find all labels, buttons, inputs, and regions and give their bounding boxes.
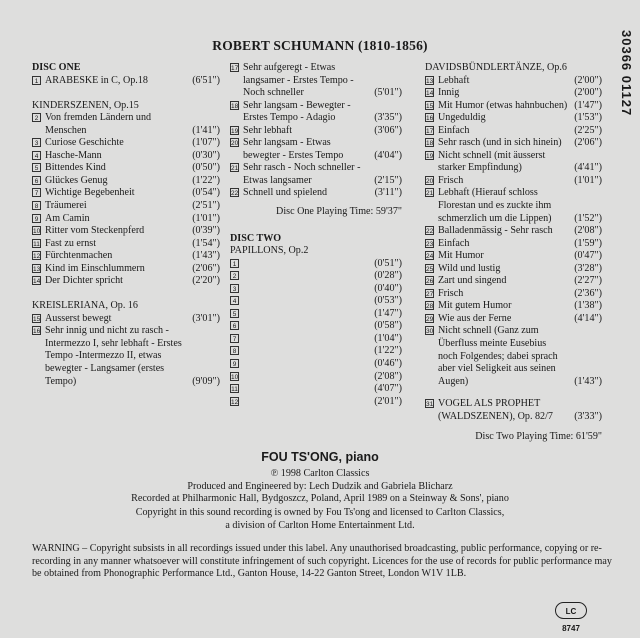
track-number: 9 [230, 359, 239, 368]
column-one [32, 62, 220, 388]
track-time: (1'52") [574, 212, 602, 224]
track-number: 14 [33, 278, 41, 286]
track-title: Zart und singend [438, 275, 507, 287]
track-row [32, 213, 220, 226]
track-time: (1'43") [192, 250, 220, 262]
kinderszenen-track-list [32, 112, 220, 288]
track-time: (3'06") [374, 124, 402, 136]
track-title: Der Dichter spricht [45, 275, 123, 287]
track-title: Sehr innig und nicht zu rasch - Intermezzo I, sehr lebhaft - Erstes Tempo -Intermezzo II, etwas bewegter - Langsamer (erstes Tempo) [45, 325, 182, 387]
disc-two-label: DISC TWO [230, 232, 282, 244]
track-title: Ungeduldig [438, 112, 486, 124]
track-time: (2'08") [574, 225, 602, 237]
credits [0, 468, 640, 506]
track-number: 20 [426, 177, 434, 185]
track-title: Glückes Genug [45, 174, 108, 186]
track-number: 13 [426, 77, 434, 85]
track-row [230, 295, 402, 308]
track-title: Ausserst bewegt [45, 312, 112, 324]
track-title: Von fremden Ländern und Menschen [45, 112, 152, 136]
track-row [425, 250, 602, 263]
track-number: 30 [426, 328, 434, 336]
track-title: Sehr rasch - Noch schneller - Etwas langsamer [243, 162, 361, 186]
track-time: (1'01") [192, 212, 220, 224]
track-time: (0'51") [374, 257, 402, 269]
track-number: 24 [426, 253, 434, 261]
track-time: (0'46") [374, 358, 402, 370]
track-number: 16 [33, 328, 41, 336]
track-number: 14 [426, 90, 434, 98]
credit-line: Recorded at Philharmonic Hall, Bydgoszcz, Poland, April 1989 on a Steinway & Sons', piano [131, 493, 509, 504]
track-row [230, 100, 402, 125]
track-row [32, 225, 220, 238]
track-row [230, 371, 402, 384]
track-row [425, 75, 602, 88]
track-title: Mit Humor [438, 250, 484, 262]
track-number: 28 [426, 303, 434, 311]
track-title: Wichtige Begebenheit [45, 187, 135, 199]
track-number: 2 [32, 113, 41, 122]
track-number: 22 [426, 228, 434, 236]
track-row [32, 200, 220, 213]
track-number: 10 [33, 228, 41, 236]
track-number: 15 [426, 102, 434, 110]
papillons-track-list [230, 258, 402, 409]
track-number: 18 [231, 102, 239, 110]
track-row [425, 238, 602, 251]
track-title: Wie aus der Ferne [438, 312, 512, 324]
track-number: 17 [231, 65, 239, 72]
track-title: Ritter vom Steckenpferd [45, 225, 145, 237]
track-number: 13 [33, 265, 41, 273]
track-number: 2 [230, 271, 239, 280]
track-row [425, 175, 602, 188]
catalog-number: 30366 01127 [619, 30, 634, 117]
track-number: 27 [426, 290, 434, 298]
track-number: 12 [231, 398, 239, 406]
davidsbuendler-track-list [425, 75, 602, 389]
track-row [425, 100, 602, 113]
track-number: 1 [32, 76, 41, 85]
track-time: (2'15") [374, 174, 402, 186]
track-time: (4'41") [574, 162, 602, 174]
track-row [425, 288, 602, 301]
track-row [230, 396, 402, 409]
track-title: Frisch [438, 174, 464, 186]
track-title: ARABESKE in C, Op.18 [45, 74, 148, 86]
track-title: Mit Humor (etwas hahnbuchen) [438, 99, 568, 111]
track-title: Balladenmässig - Sehr rasch [438, 225, 553, 237]
track-row [32, 187, 220, 200]
track-number: 5 [230, 309, 239, 318]
track-row [230, 137, 402, 162]
performer: FOU TS'ONG, piano [261, 450, 379, 464]
track-number: 31 [426, 401, 434, 409]
track-row [425, 87, 602, 100]
copyright-line: Copyright in this sound recording is owned by Fou Ts'ong and licensed to Carlton Classics, [135, 507, 505, 518]
track-number: 19 [426, 152, 434, 160]
track-number: 19 [231, 127, 239, 135]
papillons-heading: PAPILLONS, Op.2 [230, 245, 309, 257]
track-time: (3'01") [192, 312, 220, 324]
track-title: Wild und lustig [438, 262, 501, 274]
track-title: Mit gutem Humor [438, 300, 512, 312]
track-number: 15 [33, 315, 41, 323]
track-row [32, 75, 220, 88]
track-time: (2'08") [374, 370, 402, 382]
track-time: (6'51") [192, 74, 220, 86]
track-time: (2'06") [192, 262, 220, 274]
track-time: (0'58") [374, 320, 402, 332]
track-number: 8 [230, 346, 239, 355]
track-row [230, 333, 402, 346]
track-time: (3'28") [574, 262, 602, 274]
track-title: Bittendes Kind [45, 162, 106, 174]
disc-one-playing-time: Disc One Playing Time: 59'37" [276, 206, 402, 218]
track-number: 9 [32, 214, 41, 223]
track-number: 25 [426, 265, 434, 273]
track-row [32, 150, 220, 163]
track-time: (2'25") [574, 124, 602, 136]
kinderszenen-heading: KINDERSZENEN, Op.15 [32, 99, 139, 111]
track-row [230, 162, 402, 187]
warning-notice: WARNING – Copyright subsists in all recordings issued under this label. Any unauthorised broadcasting, public performance, copying or re-recording in any manner whatsoever will constitute infringement of such copyright. Licences for the use of records for public performance may be obtained from Phonographic Performance Ltd., Ganton House, 14-22 Ganton Street, London W1V 1LB. [32, 543, 612, 579]
track-time: (1'47") [574, 99, 602, 111]
track-time: (1'04") [374, 332, 402, 344]
kreisleriana-track-list [32, 313, 220, 388]
track-row [425, 313, 602, 326]
track-title: Frisch [438, 287, 464, 299]
track-number: 21 [231, 165, 239, 173]
track-row [32, 263, 220, 276]
track-time: (3'35") [374, 112, 402, 124]
track-row [425, 187, 602, 225]
track-number: 3 [32, 138, 41, 147]
track-number: 4 [32, 151, 41, 160]
track-time: (0'30") [192, 149, 220, 161]
track-title: Sehr lebhaft [243, 124, 293, 136]
track-time: (1'22") [192, 174, 220, 186]
track-time: (0'54") [192, 187, 220, 199]
track-time: (2'00") [574, 74, 602, 86]
track-time: (0'39") [192, 225, 220, 237]
track-row [32, 238, 220, 251]
track-number: 26 [426, 278, 434, 286]
track-row [425, 150, 602, 175]
track-row [230, 270, 402, 283]
track-number: 5 [32, 163, 41, 172]
track-time: (2'51") [192, 199, 220, 211]
disc-two-playing-time: Disc Two Playing Time: 61'59" [475, 431, 602, 443]
track-number: 17 [426, 127, 434, 135]
copyright-notice [0, 507, 640, 532]
track-row [32, 275, 220, 288]
track-title: Lebhaft [438, 74, 470, 86]
track-title: Sehr langsam - Bewegter - Erstes Tempo - Adagio [243, 99, 351, 124]
lc-label-code-logo: LC 8747 [555, 602, 587, 619]
track-row [32, 137, 220, 150]
track-time: (2'01") [374, 395, 402, 407]
track-row [32, 112, 220, 137]
track-title: Nicht schnell (Ganz zum Überfluss meinte Eusebius noch Folgendes; dabei sprach aber viel Seligkeit aus seinen Augen) [438, 325, 558, 387]
track-title: Fast zu ernst [45, 237, 97, 249]
track-number: 22 [231, 190, 239, 198]
track-time: (2'27") [574, 275, 602, 287]
davidsbuendler-heading: DAVIDSBÜNDLERTÄNZE, Op.6 [425, 62, 567, 73]
track-time: (2'36") [574, 287, 602, 299]
track-title: Lebhaft (Hierauf schloss Florestan und es zuckte ihm schmerzlich um die Lippen) [438, 187, 552, 224]
track-number: 12 [33, 253, 41, 261]
track-time: (1'38") [574, 300, 602, 312]
track-number: 29 [426, 315, 434, 323]
track-row [425, 125, 602, 138]
track-number: 11 [231, 386, 238, 394]
track-number: 16 [426, 115, 434, 123]
track-title: Sehr rasch (und in sich hinein) [438, 137, 562, 149]
track-row [230, 320, 402, 333]
track-time: (5'01") [374, 87, 402, 99]
column-three [425, 62, 602, 444]
track-row [425, 300, 602, 313]
track-title: Kind im Einschlummern [45, 262, 145, 274]
track-number: 18 [426, 140, 434, 148]
track-row [32, 250, 220, 263]
track-number: 4 [230, 296, 239, 305]
track-row [32, 313, 220, 326]
track-title: Einfach [438, 237, 470, 249]
track-time: (1'22") [374, 345, 402, 357]
track-row [32, 325, 220, 388]
credit-line: Produced and Engineered by: Lech Dudzik and Gabriela Blicharz [187, 480, 453, 492]
track-row [230, 345, 402, 358]
track-number: 23 [426, 240, 434, 248]
disc-one-label: DISC ONE [32, 62, 81, 73]
track-row [425, 137, 602, 150]
track-title: Schnell und spielend [243, 187, 328, 199]
track-time: (1'43") [574, 375, 602, 387]
track-time: (0'28") [374, 270, 402, 282]
track-time: (1'47") [374, 307, 402, 319]
track-title: Einfach [438, 124, 470, 136]
track-time: (4'14") [574, 312, 602, 324]
track-row [425, 325, 602, 388]
track-row [230, 308, 402, 321]
track-number: 7 [230, 334, 239, 343]
track-time: (1'07") [192, 137, 220, 149]
track-row [32, 175, 220, 188]
kreisleriana-track-list-continued [230, 62, 402, 200]
track-number: 11 [33, 240, 40, 248]
track-time: (0'47") [574, 250, 602, 262]
track-time: (1'54") [192, 237, 220, 249]
track-row [230, 258, 402, 271]
track-time: (2'06") [574, 137, 602, 149]
track-title: Am Camin [45, 212, 90, 224]
track-number: 20 [231, 140, 239, 148]
track-time: (1'59") [574, 237, 602, 249]
track-row [230, 187, 402, 200]
track-time: (1'01") [574, 174, 602, 186]
kreisleriana-heading: KREISLERIANA, Op. 16 [32, 300, 138, 312]
track-row [32, 162, 220, 175]
track-time: (4'07") [374, 383, 402, 395]
track-number: 6 [230, 321, 239, 330]
track-number: 8 [32, 201, 41, 210]
track-title: Träumerei [45, 199, 87, 211]
track-title: Fürchtenmachen [45, 250, 113, 262]
track-row [425, 263, 602, 276]
track-time: (2'20") [192, 275, 220, 287]
credit-line: ℗ 1998 Carlton Classics [270, 468, 370, 479]
track-number: 7 [32, 188, 41, 197]
track-row [230, 383, 402, 396]
track-title: Innig [438, 87, 460, 99]
track-time: (9'09") [192, 375, 220, 387]
track-title: Hasche-Mann [45, 149, 102, 161]
track-row [425, 275, 602, 288]
track-number: 6 [32, 176, 41, 185]
track-time: (3'11") [374, 187, 402, 199]
track-number: 1 [230, 259, 239, 268]
track-row [230, 62, 402, 100]
copyright-line: a division of Carlton Home Entertainment Ltd. [225, 519, 415, 531]
track-title: VOGEL ALS PROPHET (WALDSZENEN), Op. 82/7 [438, 398, 553, 422]
track-time: (4'04") [374, 149, 402, 161]
track-time: (2'00") [574, 87, 602, 99]
track-number: 10 [231, 373, 239, 381]
track-time: (1'41") [192, 124, 220, 136]
track-time: (0'40") [374, 282, 402, 294]
track-time: (1'53") [574, 112, 602, 124]
track-time: (0'50") [192, 162, 220, 174]
track-title: Nicht schnell (mit äusserst starker Empfindung) [438, 149, 546, 174]
track-row [230, 358, 402, 371]
track-time: (0'53") [374, 295, 402, 307]
composer-title: ROBERT SCHUMANN (1810-1856) [212, 38, 428, 53]
track-row [230, 283, 402, 296]
track-title: Curiose Geschichte [45, 137, 124, 149]
track-row [425, 398, 602, 423]
track-number: 21 [426, 190, 434, 198]
track-time: (3'33") [574, 410, 602, 422]
track-row [425, 112, 602, 125]
track-row [230, 125, 402, 138]
track-title: Sehr langsam - Etwas bewegter - Erstes Tempo [243, 137, 344, 161]
track-title: Sehr aufgeregt - Etwas langsamer - Erstes Tempo - Noch schneller [243, 62, 354, 99]
column-two [230, 62, 402, 408]
track-row [425, 225, 602, 238]
track-number: 3 [230, 284, 239, 293]
